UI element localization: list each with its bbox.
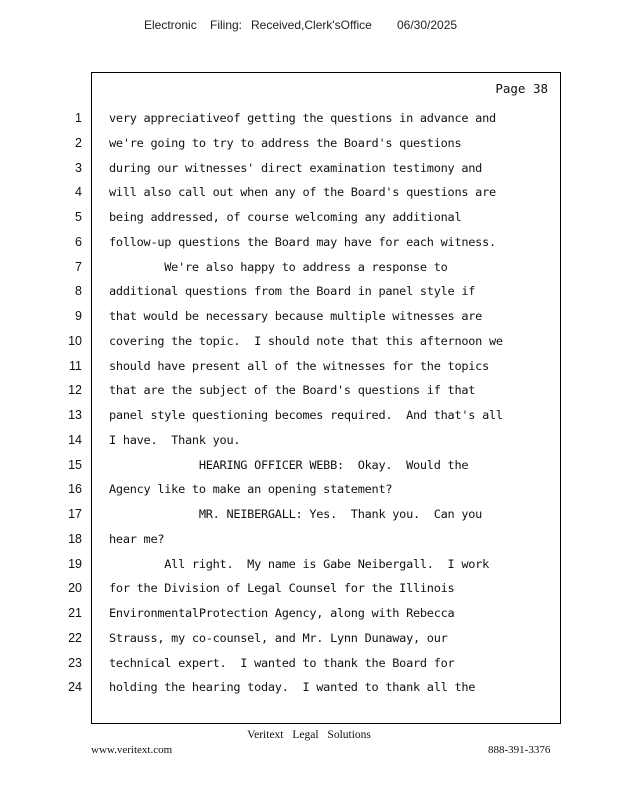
transcript-line: covering the topic. I should note that this afternoon we (109, 333, 503, 348)
transcript-line: very appreciativeof getting the questions in advance and (109, 111, 496, 125)
transcript-line: HEARING OFFICER WEBB: Okay. Would the (109, 457, 469, 472)
header-received: Received,Clerk'sOffice (251, 18, 372, 32)
transcript-line: follow-up questions the Board may have for each witness. (109, 234, 496, 249)
line-number: 11 (69, 358, 82, 373)
line-number: 13 (68, 408, 82, 422)
line-number: 5 (75, 210, 82, 224)
line-number: 10 (68, 333, 82, 348)
filing-header (0, 18, 618, 38)
transcript-line: MR. NEIBERGALL: Yes. Thank you. Can you (109, 507, 483, 521)
line-number: 8 (75, 284, 82, 299)
transcript-line: panel style questioning becomes required. And that's all (109, 408, 503, 422)
transcript-line: I have. Thank you. (109, 432, 241, 447)
transcript-line: for the Division of Legal Counsel for the Illinois (109, 581, 455, 596)
transcript-line: technical expert. I wanted to thank the Board for (109, 655, 455, 670)
transcript-line: All right. My name is Gabe Neibergall. I work (109, 556, 489, 571)
line-number: 24 (68, 680, 82, 695)
transcript-line: that are the subject of the Board's questions if that (109, 383, 476, 398)
header-electronic: Electronic (144, 18, 197, 32)
transcript-line: hear me? (109, 531, 165, 546)
transcript-line: being addressed, of course welcoming any additional (109, 210, 462, 224)
line-number: 18 (68, 531, 82, 546)
footer-phone: 888-391-3376 (488, 744, 551, 756)
transcript-line: We're also happy to address a response to (109, 259, 448, 274)
transcript-line: will also call out when any of the Board's questions are (109, 185, 496, 200)
header-filing: Filing: (210, 18, 243, 32)
transcript-line: Agency like to make an opening statement? (109, 482, 393, 497)
transcript-line: EnvironmentalProtection Agency, along with Rebecca (109, 606, 455, 620)
line-number: 22 (68, 630, 82, 645)
line-number: 3 (75, 160, 82, 175)
line-number: 20 (68, 581, 82, 596)
line-number: 21 (68, 606, 82, 620)
transcript-line: additional questions from the Board in panel style if (109, 284, 476, 299)
transcript-line: should have present all of the witnesses for the topics (109, 358, 489, 373)
line-number: 6 (75, 234, 82, 249)
transcript-line: holding the hearing today. I wanted to thank all the (109, 680, 476, 695)
line-number: 16 (68, 482, 82, 497)
transcript-line: Strauss, my co-counsel, and Mr. Lynn Dunaway, our (109, 630, 448, 645)
line-number: 17 (68, 507, 82, 521)
line-number: 12 (68, 383, 82, 398)
line-number: 7 (75, 259, 82, 274)
transcript-line: during our witnesses' direct examination testimony and (109, 160, 483, 175)
line-number: 4 (75, 185, 82, 200)
line-number: 23 (68, 655, 82, 670)
line-number: 9 (75, 309, 82, 323)
line-number: 19 (68, 556, 82, 571)
line-number: 15 (68, 457, 82, 472)
line-number: 14 (68, 432, 82, 447)
line-number: 1 (75, 111, 82, 125)
line-number: 2 (75, 135, 82, 150)
page-number: Page 38 (495, 81, 548, 96)
footer-company: Veritext Legal Solutions (247, 729, 371, 741)
transcript-line: we're going to try to address the Board's questions (109, 135, 462, 150)
transcript-line: that would be necessary because multiple witnesses are (109, 309, 483, 323)
header-date: 06/30/2025 (397, 18, 458, 32)
footer-website: www.veritext.com (91, 744, 173, 756)
